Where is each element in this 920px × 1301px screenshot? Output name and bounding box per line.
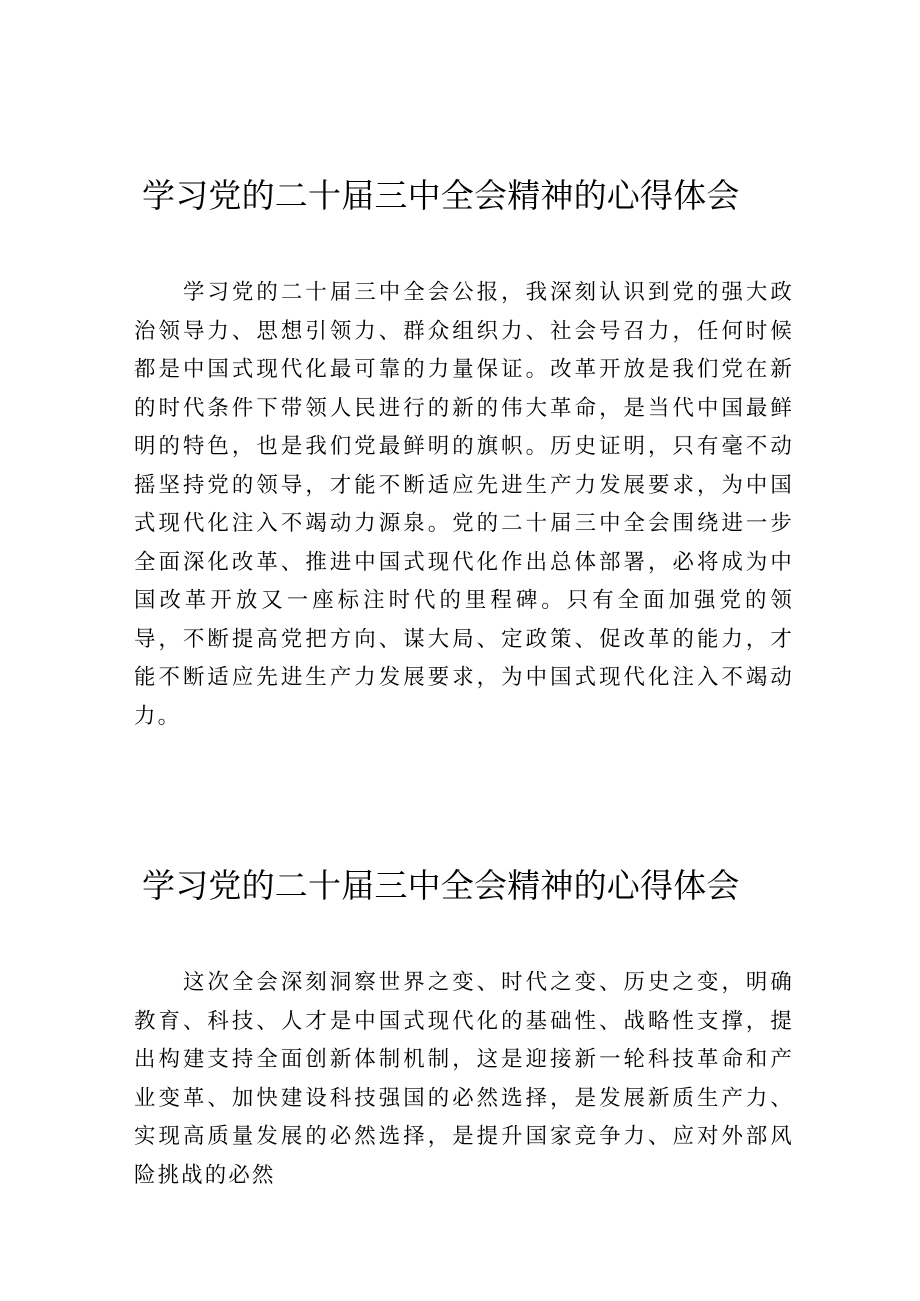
section-2-body: 这次全会深刻洞察世界之变、时代之变、历史之变，明确教育、科技、人才是中国式现代化的基础性、战略性支撑，提出构建支持全面创新体制机制，这是迎接新一轮科技革命和产业变革、加快建设科技强国的必然选择，是发展新质生产力、实现高质量发展的必然选择，是提升国家竞争力、应对外部风险挑战的必然 — [134, 970, 794, 1188]
section-1-title: 学习党的二十届三中全会精神的心得体会 — [142, 176, 740, 215]
section-1-body: 学习党的二十届三中全会公报，我深刻认识到党的强大政治领导力、思想引领力、群众组织力、社会号召力，任何时候都是中国式现代化最可靠的力量保证。改革开放是我们党在新的时代条件下带领人民进行的新的伟大革命，是当代中国最鲜明的特色，也是我们党最鲜明的旗帜。历史证明，只有毫不动摇坚持党的领导，才能不断适应先进生产力发展要求，为中国式现代化注入不竭动力源泉。党的二十届三中全会围绕进一步全面深化改革、推进中国式现代化作出总体部署，必将成为中国改革开放又一座标注时代的里程碑。只有全面加强党的领导，不断提高党把方向、谋大局、定政策、促改革的能力，才能不断适应先进生产力发展要求，为中国式现代化注入不竭动力。 — [134, 280, 794, 729]
section-2-title: 学习党的二十届三中全会精神的心得体会 — [142, 866, 740, 905]
